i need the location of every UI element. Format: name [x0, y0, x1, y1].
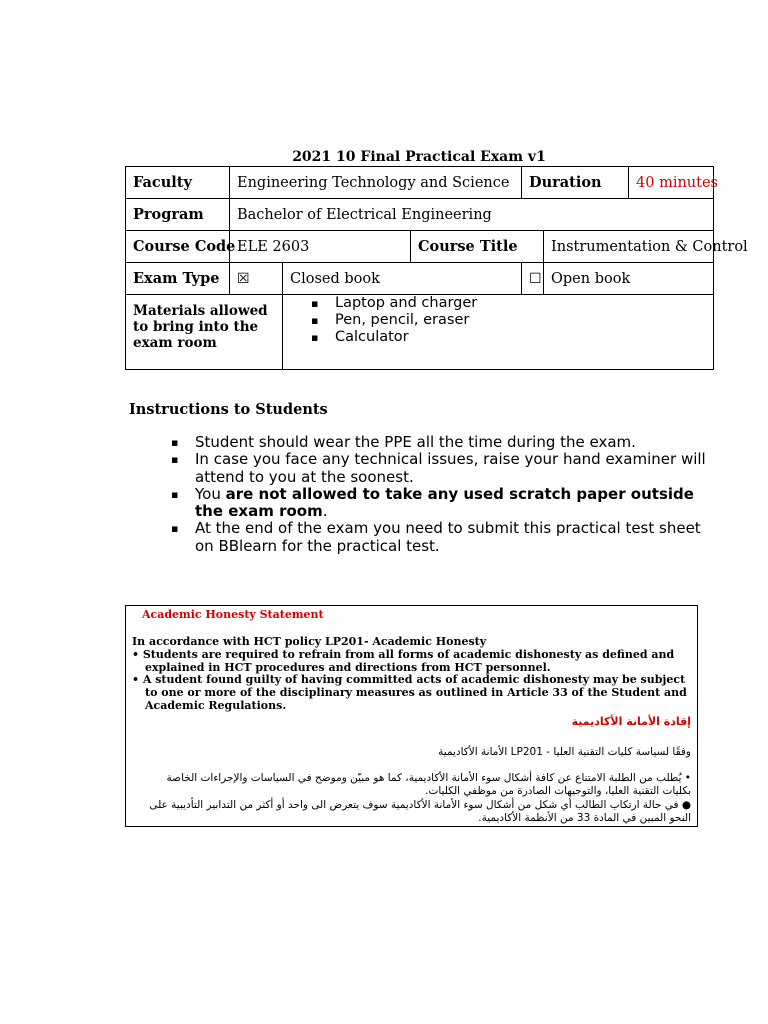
materials-list-cell — [283, 295, 714, 370]
materials-item: ▪ Calculator — [311, 329, 706, 346]
instructions-list — [171, 434, 711, 555]
instruction-item: ▪ At the end of the exam you need to submit this practical test sheet on BBlearn for the practical test. — [171, 520, 711, 555]
materials-row — [126, 295, 714, 370]
document-title: 2021 10 Final Practical Exam v1 — [292, 149, 546, 165]
course-title-value: Instrumentation & Control — [544, 231, 714, 263]
materials-label: Materials allowed to bring into the exam room — [133, 303, 268, 351]
duration-value: 40 minutes — [629, 167, 714, 199]
materials-list — [311, 295, 706, 346]
instructions-heading: Instructions to Students — [129, 401, 328, 418]
instruction-item: ▪ Student should wear the PPE all the time during the exam. — [171, 434, 711, 451]
course-code-label: Course Code — [126, 231, 230, 263]
materials-label-cell — [126, 295, 283, 370]
instruction-text-end: . — [322, 502, 328, 521]
honesty-arabic-policy: وفقًا لسياسة كليات التقنية العليا - LP201 الأمانة الأكاديمية — [438, 746, 691, 758]
honesty-policy: In accordance with HCT policy LP201- Academic Honesty — [132, 635, 487, 648]
honesty-point: • Students are required to refrain from all forms of academic dishonesty as defined and explained in HCT procedures and directions from HCT personnel. — [132, 647, 675, 674]
instruction-item: ▪ In case you face any technical issues, raise your hand examiner will attend to you at the soonest. — [171, 451, 711, 486]
honesty-point: • A student found guilty of having committed acts of academic dishonesty may be subject to one or more of the disciplinary measures as outlined in Article 33 of the Student and Academic Regulations. — [132, 673, 687, 712]
faculty-row — [126, 167, 714, 199]
exam-type-row — [126, 263, 714, 295]
program-value: Bachelor of Electrical Engineering — [230, 199, 714, 231]
course-code-value: ELE 2603 — [230, 231, 411, 263]
faculty-value: Engineering Technology and Science — [230, 167, 522, 199]
honesty-arabic-title: إقادة الأمانة الأكاديمية — [571, 715, 691, 728]
exam-info-table — [125, 166, 748, 370]
open-book-label: Open book — [544, 263, 714, 295]
materials-item: ▪ Laptop and charger — [311, 295, 706, 312]
instruction-item — [171, 486, 711, 521]
closed-book-label: Closed book — [283, 263, 522, 295]
closed-book-checkbox[interactable]: ☒ — [230, 263, 283, 295]
academic-honesty-box — [125, 605, 698, 827]
duration-label: Duration — [522, 167, 629, 199]
course-title-label: Course Title — [411, 231, 544, 263]
program-label: Program — [126, 199, 230, 231]
materials-item: ▪ Pen, pencil, eraser — [311, 312, 706, 329]
honesty-arabic-point: • يُطلب من الطلبة الامتناع عن كافة أشكال سوء الأمانة الأكاديمية، كما هو مبيّن وموضح في السياسات والإجراءات الخاصة بكليات التقنية العليا، والتوجيهات الصادرة من موظفي الكليات. — [166, 771, 691, 797]
faculty-label: Faculty — [126, 167, 230, 199]
program-row — [126, 199, 714, 231]
course-row — [126, 231, 714, 263]
honesty-english — [132, 636, 692, 713]
honesty-title: Academic Honesty Statement — [142, 608, 324, 621]
exam-type-label: Exam Type — [126, 263, 230, 295]
instruction-bold-text: are not allowed to take any used scratch paper outside the exam room — [195, 484, 694, 521]
instruction-text: You — [195, 484, 226, 503]
honesty-arabic-point: ● في حالة ارتكاب الطالب أي شكل من أشكال سوء الأمانة الأكاديمية سوف يتعرض الى واحد أو أكثر من التدابير التأديبية على النحو المبين في المادة 33 من الأنظمة الأكاديمية. — [149, 798, 691, 824]
open-book-checkbox[interactable]: ☐ — [522, 263, 544, 295]
honesty-arabic — [135, 746, 691, 826]
